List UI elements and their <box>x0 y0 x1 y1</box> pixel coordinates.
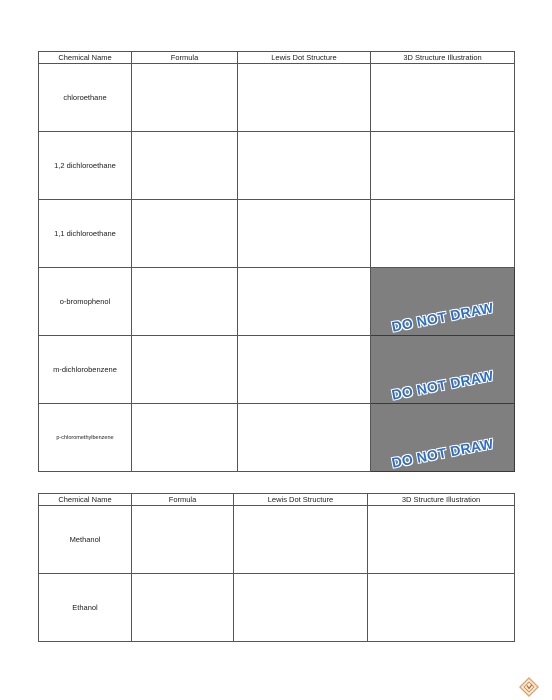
lewis-dot-cell[interactable] <box>238 132 371 200</box>
table-row <box>39 132 515 200</box>
do-not-draw-stamp: DO NOT DRAW <box>390 435 495 471</box>
lewis-dot-cell[interactable] <box>238 404 371 472</box>
chemical-name-cell: Methanol <box>39 506 132 574</box>
header-lewis-dot-structure: Lewis Dot Structure <box>234 494 368 506</box>
formula-cell[interactable] <box>132 132 238 200</box>
formula-cell[interactable] <box>132 404 238 472</box>
lewis-dot-cell[interactable] <box>238 268 371 336</box>
formula-cell[interactable] <box>132 200 238 268</box>
header-3d-structure-illustration: 3D Structure Illustration <box>371 52 515 64</box>
table-2-header-row <box>39 494 515 506</box>
table-row <box>39 64 515 132</box>
lewis-dot-cell[interactable] <box>234 506 368 574</box>
header-formula: Formula <box>132 494 234 506</box>
lewis-dot-cell[interactable] <box>238 64 371 132</box>
chemical-name-cell: Ethanol <box>39 574 132 642</box>
do-not-draw-stamp: DO NOT DRAW <box>390 299 495 335</box>
structure-3d-cell[interactable] <box>371 200 515 268</box>
header-formula: Formula <box>132 52 238 64</box>
lewis-dot-cell[interactable] <box>238 200 371 268</box>
formula-cell[interactable] <box>132 268 238 336</box>
formula-cell[interactable] <box>132 64 238 132</box>
lewis-dot-cell[interactable] <box>238 336 371 404</box>
header-chemical-name: Chemical Name <box>39 494 132 506</box>
structure-3d-cell-disabled <box>371 404 515 472</box>
lewis-dot-cell[interactable] <box>234 574 368 642</box>
structure-3d-cell-disabled <box>371 268 515 336</box>
table-row <box>39 574 515 642</box>
diamond-badge-icon[interactable] <box>518 676 540 698</box>
table-1-header-row <box>39 52 515 64</box>
chemical-name-cell: o-bromophenol <box>39 268 132 336</box>
chemical-name-cell: m-dichlorobenzene <box>39 336 132 404</box>
chemical-name-cell: 1,1 dichloroethane <box>39 200 132 268</box>
header-chemical-name: Chemical Name <box>39 52 132 64</box>
structure-3d-cell[interactable] <box>371 64 515 132</box>
table-row <box>39 268 515 336</box>
formula-cell[interactable] <box>132 506 234 574</box>
structure-3d-cell[interactable] <box>371 132 515 200</box>
compound-table-1 <box>38 51 515 472</box>
table-row <box>39 200 515 268</box>
compound-table-2 <box>38 493 515 642</box>
structure-3d-cell[interactable] <box>368 506 515 574</box>
table-row <box>39 506 515 574</box>
chemical-name-cell: 1,2 dichloroethane <box>39 132 132 200</box>
structure-3d-cell[interactable] <box>368 574 515 642</box>
chemical-name-cell: chloroethane <box>39 64 132 132</box>
header-3d-structure-illustration: 3D Structure Illustration <box>368 494 515 506</box>
table-row <box>39 336 515 404</box>
chemical-name-cell: p-chloromethylbenzene <box>39 404 132 472</box>
table-row <box>39 404 515 472</box>
header-lewis-dot-structure: Lewis Dot Structure <box>238 52 371 64</box>
do-not-draw-stamp: DO NOT DRAW <box>390 367 495 403</box>
structure-3d-cell-disabled <box>371 336 515 404</box>
formula-cell[interactable] <box>132 574 234 642</box>
formula-cell[interactable] <box>132 336 238 404</box>
